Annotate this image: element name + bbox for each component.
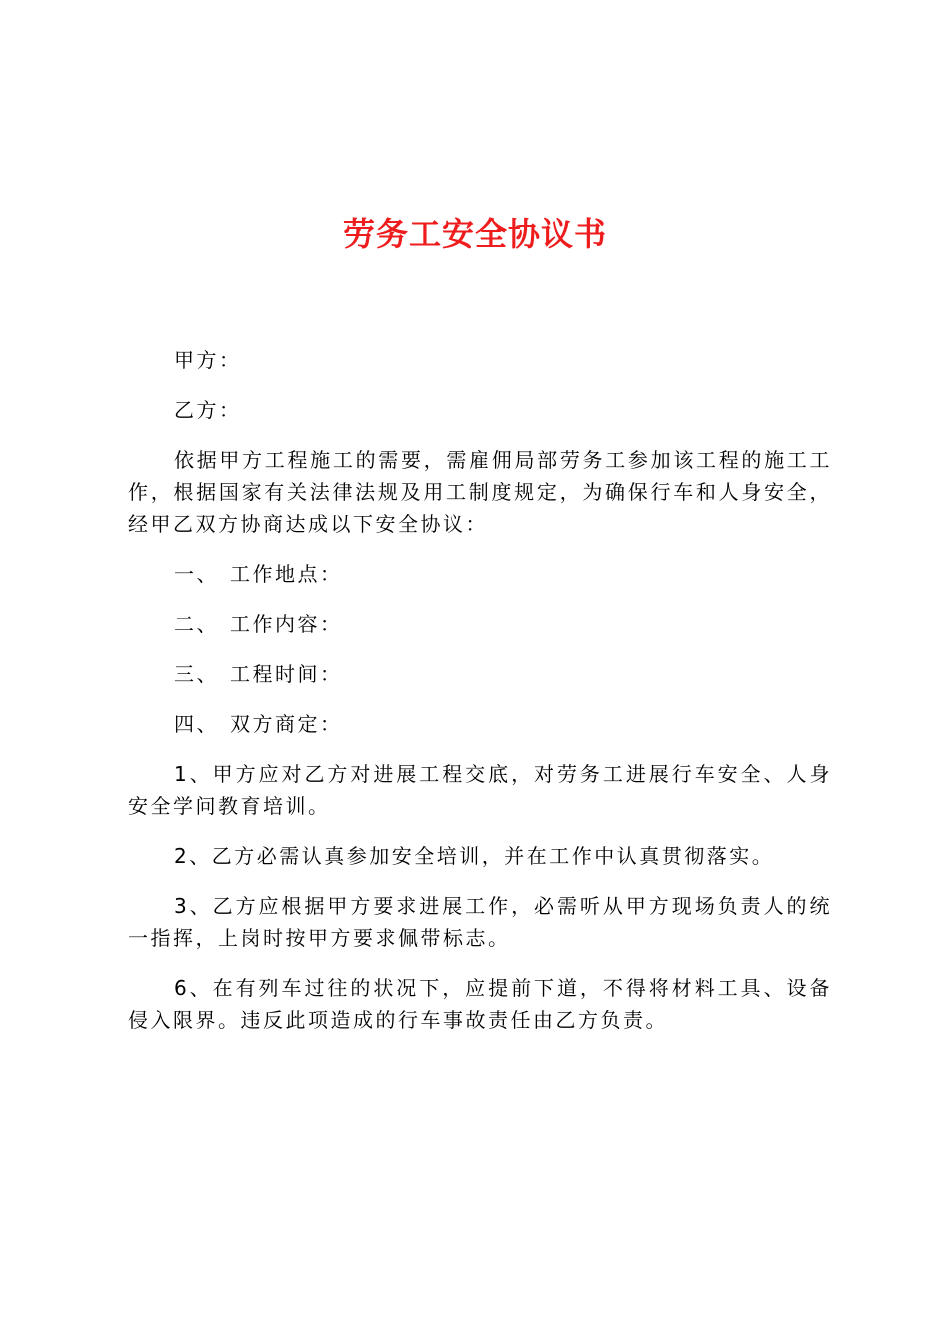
document-body xyxy=(128,344,832,1054)
section-number: 三、 xyxy=(174,662,219,686)
clause-paragraph: 3、乙方应根据甲方要求进展工作，必需听从甲方现场负责人的统一指挥，上岗时按甲方要求佩带标志。 xyxy=(128,894,832,950)
party-a-line: 甲方： xyxy=(174,348,242,372)
section-item xyxy=(128,558,832,590)
section-text: 工作地点： xyxy=(230,562,343,586)
intro-paragraph: 依据甲方工程施工的需要，需雇佣局部劳务工参加该工程的施工工作，根据国家有关法律法规及用工制度规定，为确保行车和人身安全，经甲乙双方协商达成以下安全协议： xyxy=(128,448,832,536)
section-text: 工程时间： xyxy=(230,662,343,686)
section-item xyxy=(128,608,832,640)
section-number: 二、 xyxy=(174,612,219,636)
section-text: 双方商定： xyxy=(230,712,343,736)
section-number: 四、 xyxy=(174,712,219,736)
section-number: 一、 xyxy=(174,562,219,586)
clause-paragraph: 6、在有列车过往的状况下，应提前下道，不得将材料工具、设备侵入限界。违反此项造成的行车事故责任由乙方负责。 xyxy=(128,976,832,1032)
section-item xyxy=(128,658,832,690)
section-text: 工作内容： xyxy=(230,612,343,636)
clause-paragraph: 2、乙方必需认真参加安全培训，并在工作中认真贯彻落实。 xyxy=(174,844,775,868)
document-title: 劳务工安全协议书 xyxy=(342,215,607,253)
section-item xyxy=(128,708,832,740)
clause-paragraph: 1、甲方应对乙方对进展工程交底，对劳务工进展行车安全、人身安全学问教育培训。 xyxy=(128,762,832,818)
party-b-line: 乙方： xyxy=(174,398,242,422)
